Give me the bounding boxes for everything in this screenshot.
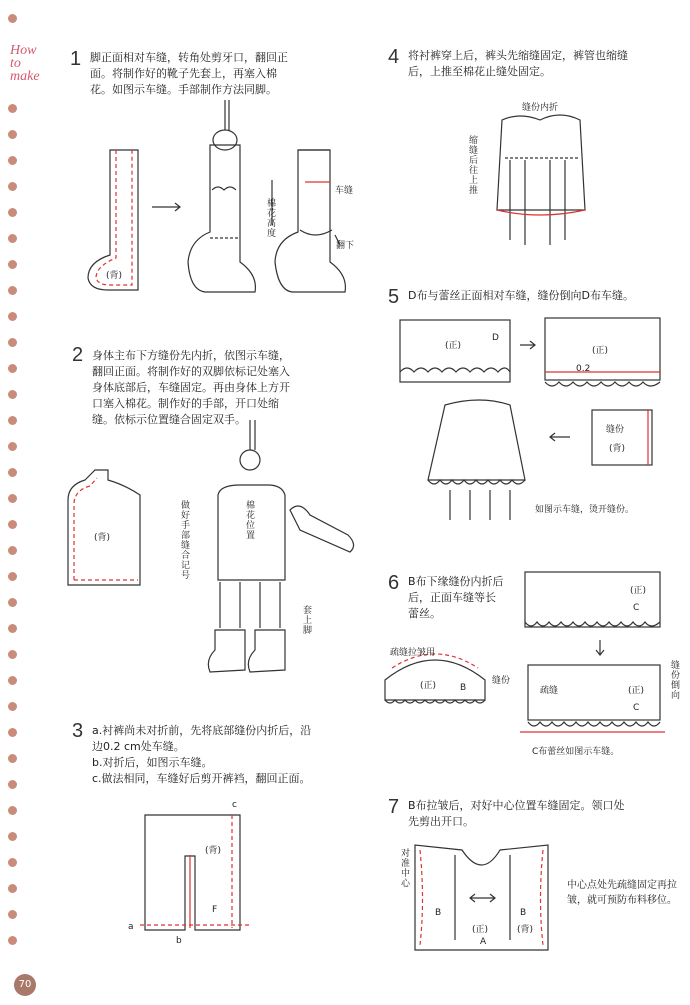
push-up-label: 缩缝后往上推 (467, 135, 477, 195)
gather-label: 疏缝拉皱用 (390, 648, 436, 658)
pants-back-label: (背) (205, 846, 222, 856)
pants-b-label: b (176, 936, 182, 946)
step-3-line: a.衬裤尚未对折前，先将底部缝份内折后，沿 (92, 724, 312, 737)
seam-label: 缝份 (606, 425, 625, 435)
step-6-line: B布下缘缝份内折后 (408, 575, 504, 588)
c-label: C (633, 603, 640, 613)
step-2-line: 身体底部后，车缝固定。再由身体上方开 (92, 381, 290, 394)
step-1-line: 花。如图示车缝。手部制作方法同脚。 (90, 83, 277, 96)
put-feet-label: 套上脚 (301, 605, 311, 635)
step-3-line: c.做法相同，车缝好后剪开裤裆，翻回正面。 (92, 772, 311, 785)
dress-back-label: (背) (517, 925, 534, 935)
seam-label-6: 缝份 (492, 676, 511, 686)
step-5-number: 5 (388, 286, 400, 308)
dress-b-right-label: B (520, 908, 527, 918)
cotton-position-label: 棉花位置 (244, 500, 254, 540)
dress-b-left-label: B (435, 908, 442, 918)
step-2-line: 翻回正面。将制作好的双脚依标记处塞入 (92, 365, 290, 378)
step-3-line: 边0.2 cm处车缝。 (92, 740, 185, 753)
b-label: B (460, 683, 467, 693)
step-2-line: 口塞入棉花。制作好的手部，开口处缩 (92, 397, 279, 410)
step-3-text (92, 723, 362, 787)
c-front-label: (正) (630, 586, 647, 596)
step-4-line: 将衬裤穿上后，裤头先缩缝固定，裤管也缩缝 (408, 49, 628, 62)
center-note: 中心点处先疏缝固定再拉皱，就可预防布料移位。 (567, 880, 677, 906)
step-3-line: b.对折后，如图示车缝。 (92, 756, 213, 769)
step-4-line: 后，上推至棉花止缝处固定。 (408, 65, 551, 78)
c-bottom-front-label: (正) (628, 686, 645, 696)
step-2-line: 身体主布下方缝份先内折，依图示车缝， (92, 349, 290, 362)
boot-stuffed (188, 145, 255, 292)
pants-c-label: c (232, 800, 237, 810)
seam-fold-label: 缝份内折 (522, 103, 559, 113)
align-center-label: 对准中心 (399, 848, 409, 888)
step-6-line: 后，正面车缝等长 (408, 591, 496, 604)
cotton-height-label: 棉花高度 (265, 198, 275, 238)
logo-make: make (10, 69, 40, 84)
page-number: 70 (14, 974, 36, 996)
fold-down-label: 翻下 (336, 241, 355, 251)
step-6-number: 6 (388, 572, 400, 594)
seam-down-label: 缝份倒向 (669, 660, 679, 700)
body-pattern (68, 470, 140, 585)
pants-a-label: a (128, 922, 134, 932)
step-3-number: 3 (72, 720, 84, 742)
boot-folded (275, 150, 345, 292)
step-7-number: 7 (388, 796, 400, 818)
step-1-line: 脚正面相对车缝，转角处剪牙口，翻回正 (90, 51, 288, 64)
boot-back-label: (背) (106, 271, 123, 281)
dress-front-label: (正) (472, 925, 489, 935)
step-2-number: 2 (72, 344, 84, 366)
step-2-text (92, 348, 372, 428)
step-5-text (408, 288, 688, 304)
step-7-text (408, 798, 688, 830)
d-front-label: (正) (445, 341, 462, 351)
step-4-number: 4 (388, 46, 400, 68)
step-1-number: 1 (70, 48, 82, 70)
step-5-line: D布与蕾丝正面相对车缝，缝份倒向D布车缝。 (408, 289, 634, 302)
step-6-line: 蕾丝。 (408, 607, 441, 620)
body-back-label: (背) (94, 533, 111, 543)
logo-to: to (10, 56, 21, 71)
skirt-back-label: (背) (609, 444, 626, 454)
step-7-line: 先剪出开口。 (408, 815, 474, 828)
step-6-text (408, 574, 523, 622)
sewing-mark-label: 做好手部缝合记号 (179, 500, 189, 580)
c-lace-note: C布蕾丝如图示车缝。 (532, 747, 620, 757)
logo-how: How (10, 43, 37, 58)
d-pressed-front-label: (正) (592, 346, 609, 356)
sew-label: 车缝 (335, 186, 354, 196)
pants-f-label: F (212, 905, 218, 915)
point2-label: 0.2 (576, 364, 591, 374)
skirt (428, 400, 525, 480)
basting-label: 疏缝 (540, 686, 559, 696)
doll-arm (290, 506, 354, 552)
step-2-line: 缝。依标示位置缝合固定双手。 (92, 413, 246, 426)
step-7-line: B布拉皱后，对好中心位置车缝固定。领口处 (408, 799, 625, 812)
step-1-line: 面。将制作好的靴子先套上，再塞入棉 (90, 67, 277, 80)
step-4-text (408, 48, 688, 80)
pants-pattern (145, 815, 240, 930)
c-bottom-label: C (633, 703, 640, 713)
sew-press-label: 如图示车缝，烫开缝份。 (535, 505, 635, 515)
d-label: D (492, 333, 499, 343)
c-fabric (525, 572, 660, 627)
dress-a-label: A (480, 937, 487, 947)
d-fabric (400, 320, 510, 382)
step-1-text (90, 50, 370, 98)
b-front-label: (正) (420, 681, 437, 691)
